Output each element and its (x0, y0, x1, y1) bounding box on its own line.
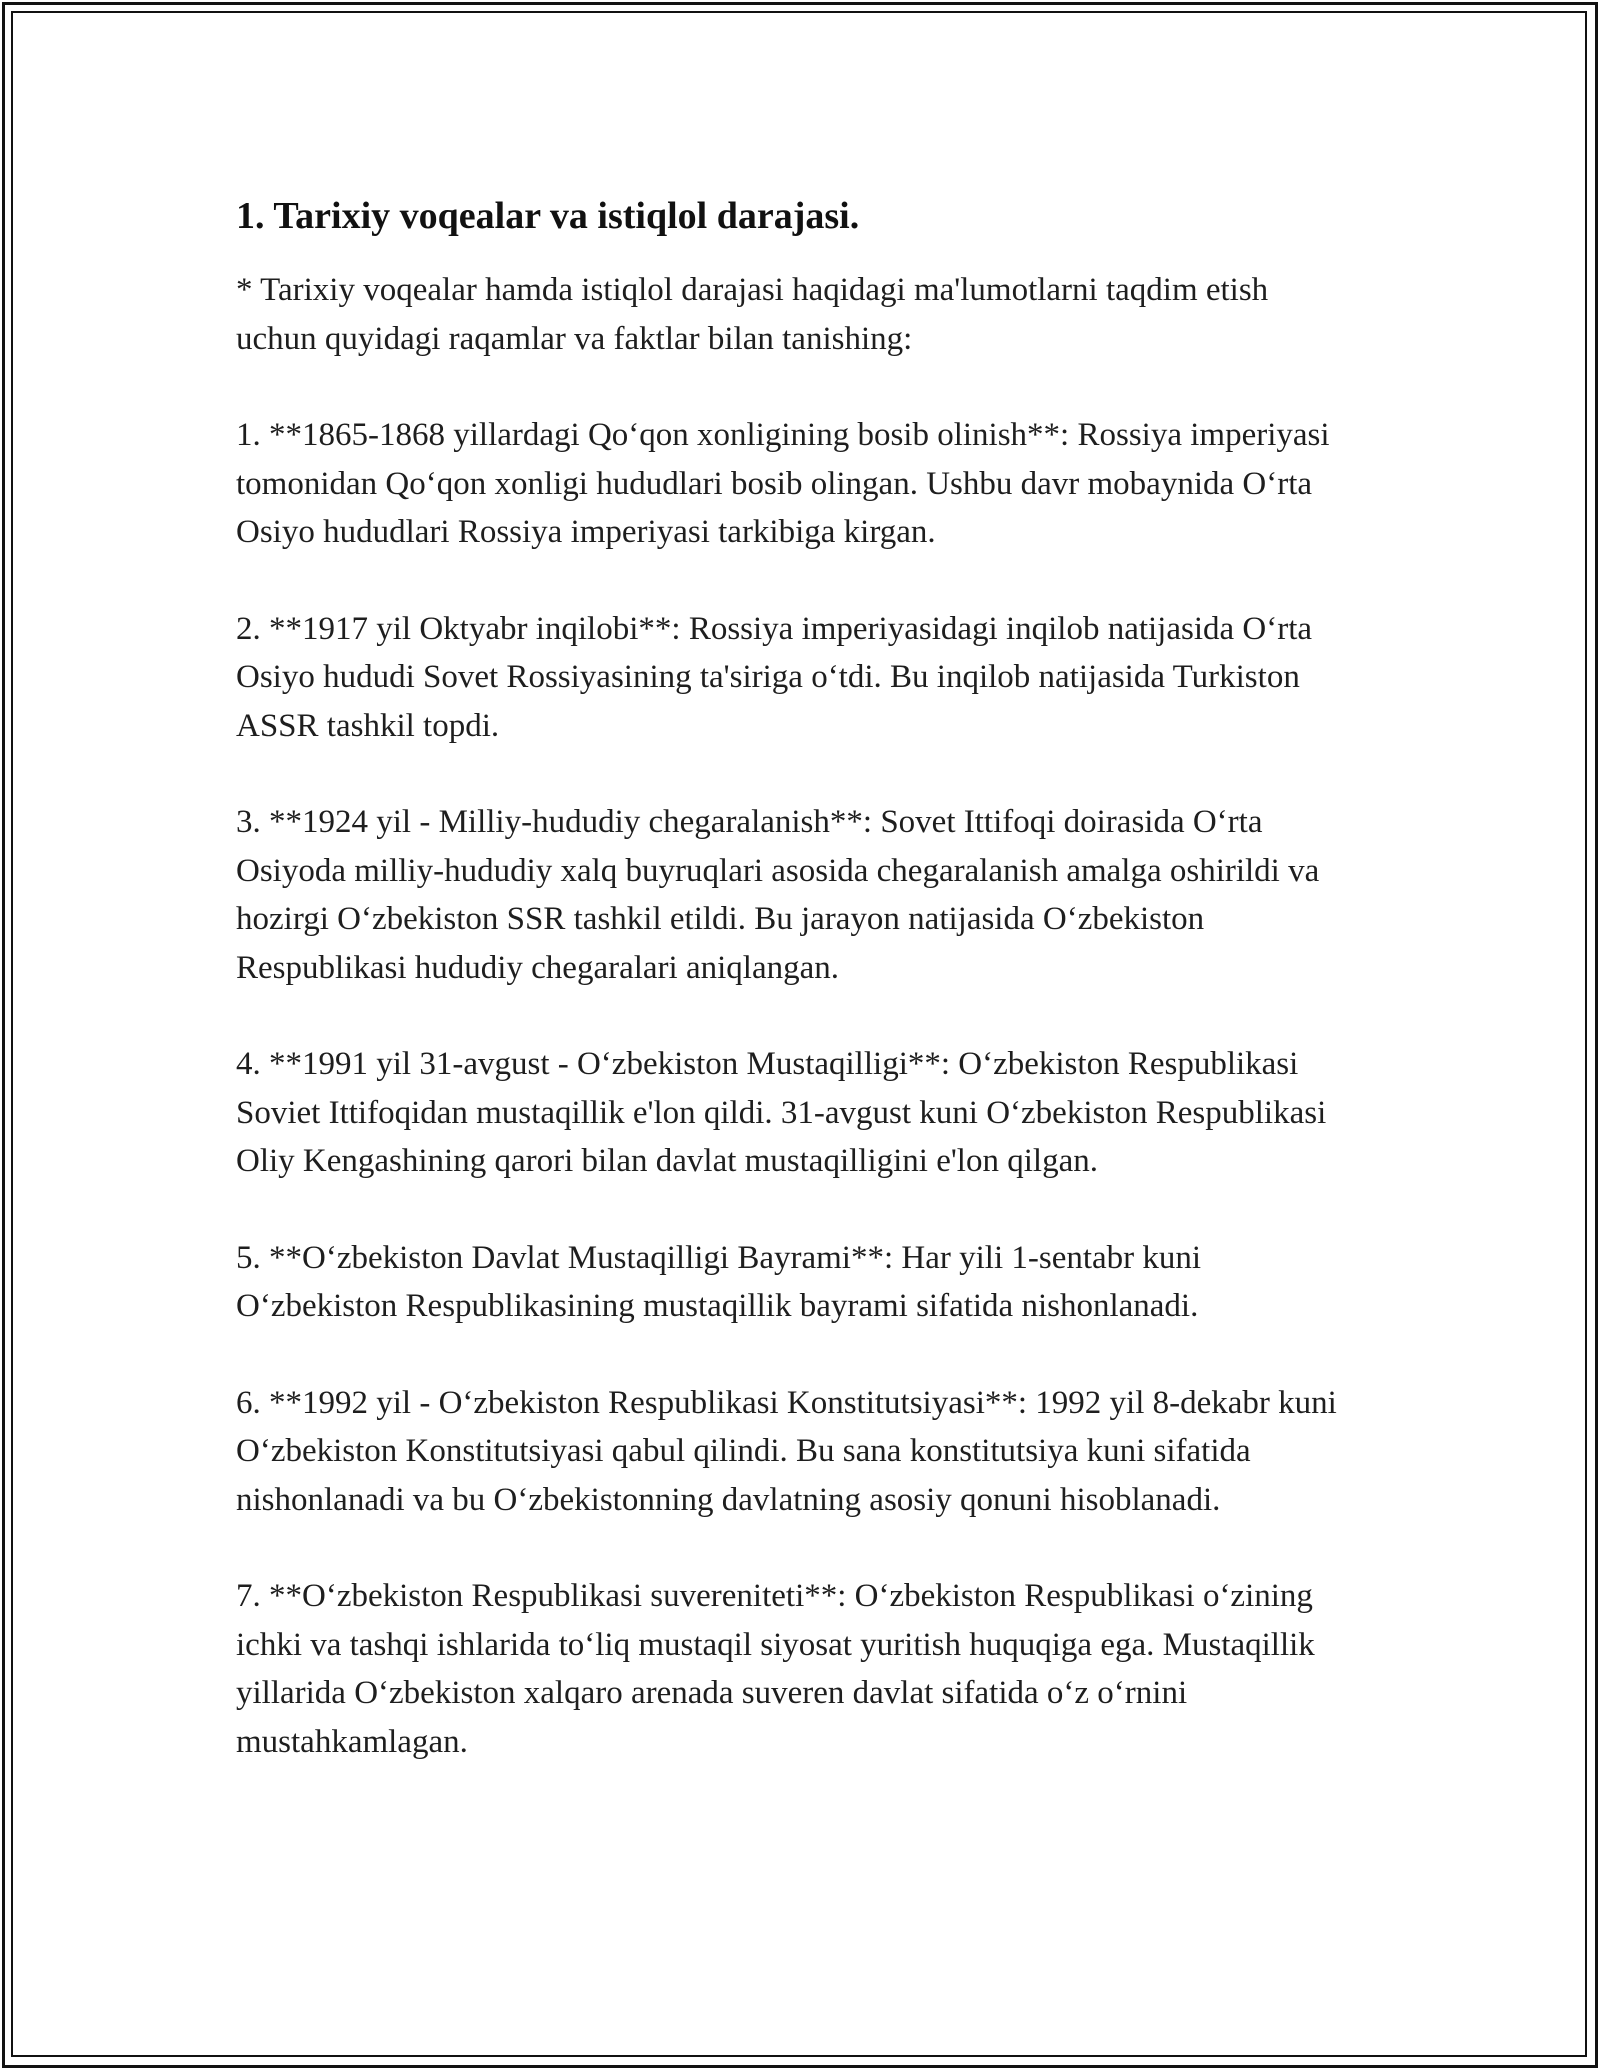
section-heading: 1. Tarixiy voqealar va istiqlol darajasi. (236, 195, 860, 237)
list-item-5: 5. **O‘zbekiston Davlat Mustaqilligi Bayrami**: Har yili 1-sentabr kuni O‘zbekiston Respublikasining mustaqillik bayrami sifatida nishonlanadi. (236, 1239, 1202, 1324)
list-item-6: 6. **1992 yil - O‘zbekiston Respublikasi Konstitutsiyasi**: 1992 yil 8-dekabr kuni O‘zbekiston Konstitutsiyasi qabul qilindi. Bu sana konstitutsiya kuni sifatida nishonlanadi va bu O‘zbekistonning davlatning asosiy qonuni hisoblanadi. (236, 1384, 1337, 1518)
document-body (236, 188, 1356, 1814)
intro-paragraph: * Tarixiy voqealar hamda istiqlol darajasi haqidagi ma'lumotlarni taqdim etish uchun quyidagi raqamlar va faktlar bilan tanishing: (236, 272, 1269, 357)
list-item-7: 7. **O‘zbekiston Respublikasi suvereniteti**: O‘zbekiston Respublikasi o‘zining ichki va tashqi ishlarida to‘liq mustaqil siyosat yuritish huquqiga ega. Mustaqillik yillarida O‘zbekiston xalqaro arenada suveren davlat sifatida o‘z o‘rnini mustahkamlagan. (236, 1578, 1315, 1760)
list-item-2: 2. **1917 yil Oktyabr inqilobi**: Rossiya imperiyasidagi inqilob natijasida O‘rta Osiyo hududi Sovet Rossiyasining ta'siriga o‘tdi. Bu inqilob natijasida Turkiston ASSR tashkil topdi. (236, 610, 1313, 744)
list-item-1: 1. **1865-1868 yillardagi Qo‘qon xonligining bosib olinish**: Rossiya imperiyasi tomonidan Qo‘qon xonligi hududlari bosib olingan. Ushbu davr mobaynida O‘rta Osiyo hududlari Rossiya imperiyasi tarkibiga kirgan. (236, 417, 1330, 550)
list-item-4: 4. **1991 yil 31-avgust - O‘zbekiston Mustaqilligi**: O‘zbekiston Respublikasi Soviet Ittifoqidan mustaqillik e'lon qildi. 31-avgust kuni O‘zbekiston Respublikasi Oliy Kengashining qarori bilan davlat mustaqilligini e'lon qilgan. (236, 1046, 1327, 1179)
list-item-3: 3. **1924 yil - Milliy-hududiy chegaralanish**: Sovet Ittifoqi doirasida O‘rta Osiyoda milliy-hududiy xalq buyruqlari asosida chegaralanish amalga oshirildi va hozirgi O‘zbekiston SSR tashkil etildi. Bu jarayon natijasida O‘zbekiston Respublikasi hududiy chegaralari aniqlangan. (236, 804, 1320, 986)
